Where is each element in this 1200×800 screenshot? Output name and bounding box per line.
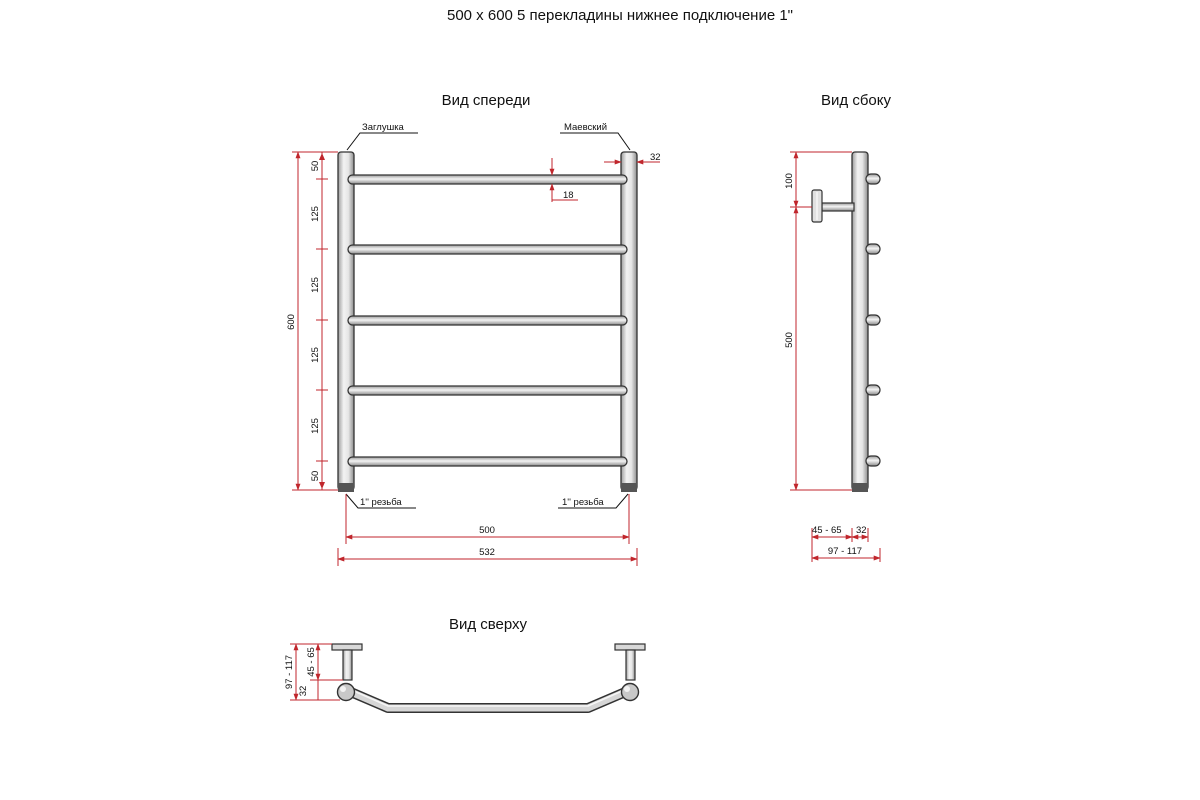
- dim-center-distance: 500: [479, 525, 495, 536]
- dim-spacing: 125: [310, 347, 321, 363]
- dim-top-total-depth: 97 - 117: [284, 654, 295, 690]
- dim-spacing: 125: [310, 418, 321, 434]
- dim-overall-width: 532: [479, 547, 495, 558]
- top-wall-mounts: [332, 644, 645, 680]
- bracket-span-dimension: [784, 207, 852, 490]
- mayevsky-valve-label: Маевский: [564, 122, 608, 133]
- drawing-title: 500 х 600 5 перекладины нижнее подключение 1": [446, 7, 794, 24]
- crossbars: [348, 175, 627, 466]
- dim-top-wall-gap: 45 - 65: [306, 647, 317, 677]
- dim-spacing: 125: [310, 206, 321, 222]
- dim-wall-gap: 45 - 65: [812, 525, 842, 536]
- dim-pipe-diameter: 32: [650, 152, 661, 163]
- left-pipe-bottom-cap: [338, 483, 354, 492]
- vertical-chain-dimension: [310, 152, 328, 490]
- bar-stub: [866, 315, 880, 325]
- right-pipe-bottom-cap: [621, 483, 637, 492]
- top-left-pipe: [338, 684, 355, 701]
- dim-bracket-offset: 100: [784, 173, 795, 189]
- plug-leader: [347, 133, 418, 150]
- mayevsky-leader: [560, 133, 630, 150]
- dim-bottom-offset: 50: [310, 470, 321, 482]
- crossbar: [348, 175, 627, 184]
- side-depth-dimensions: [812, 525, 880, 562]
- side-view: [784, 92, 891, 562]
- dim-height: 600: [286, 314, 297, 330]
- crossbar: [348, 386, 627, 395]
- bar-stub: [866, 385, 880, 395]
- dim-total-depth: 97 - 117: [827, 546, 863, 557]
- dim-spacing: 125: [310, 277, 321, 293]
- side-pipe-bottom-cap: [852, 483, 868, 492]
- front-view: [286, 92, 661, 566]
- dim-bar-diameter: 18: [563, 190, 574, 201]
- crossbar: [348, 457, 627, 466]
- crossbar: [348, 316, 627, 325]
- plug-label: Заглушка: [362, 122, 404, 133]
- overall-width-dimension: [338, 547, 637, 566]
- left-thread-label: 1'' резьба: [360, 497, 402, 508]
- top-view: [284, 616, 645, 708]
- top-right-pipe: [622, 684, 639, 701]
- right-thread-label: 1'' резьба: [562, 497, 604, 508]
- height-dimension: [286, 152, 338, 490]
- dim-pipe-depth: 32: [856, 525, 867, 536]
- wall-bracket: [812, 190, 854, 222]
- crossbar: [348, 245, 627, 254]
- side-view-title: Вид сбоку: [821, 92, 891, 109]
- dim-top-offset: 50: [310, 160, 321, 172]
- bar-stub: [866, 244, 880, 254]
- bar-stub: [866, 456, 880, 466]
- front-view-title: Вид спереди: [441, 92, 531, 109]
- dim-top-pipe-depth: 32: [298, 685, 309, 697]
- dim-bracket-span: 500: [784, 332, 795, 348]
- top-view-title: Вид сверху: [448, 616, 528, 633]
- bar-stub: [866, 174, 880, 184]
- top-depth-dimensions: [284, 644, 343, 700]
